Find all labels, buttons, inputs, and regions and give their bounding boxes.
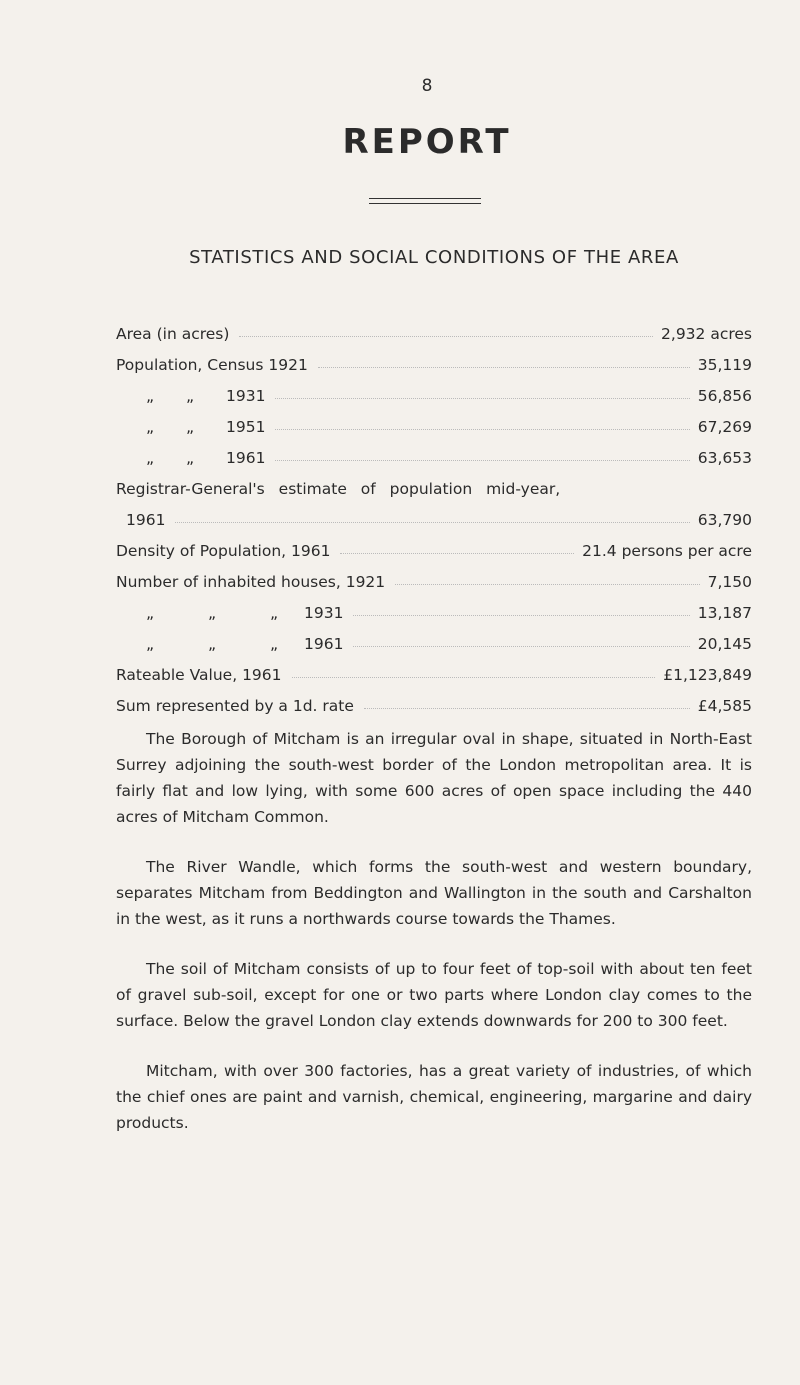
stat-label: Density of Population, 1961 <box>116 542 331 560</box>
ditto-mark: „ <box>146 635 155 653</box>
stat-value: 21.4 persons per acre <box>582 542 752 560</box>
stat-label <box>116 449 265 467</box>
stat-value: 63,653 <box>697 449 752 467</box>
stat-row-population-1951 <box>116 405 752 436</box>
stat-label: Area (in acres) <box>116 325 230 343</box>
stat-label: Number of inhabited houses, 1921 <box>116 573 386 591</box>
ditto-mark: „ <box>146 449 155 467</box>
stat-row-density <box>116 529 752 560</box>
stat-value: 20,145 <box>697 635 752 653</box>
stat-row-area <box>116 312 752 343</box>
stat-row-rateable-value <box>116 653 752 684</box>
stat-value: £1,123,849 <box>663 666 752 684</box>
stat-label: 1961 <box>126 511 166 529</box>
title-rule-top <box>369 198 481 199</box>
leader-dots <box>353 615 689 616</box>
title-rule-bottom <box>369 203 481 204</box>
stat-year: 1951 <box>226 418 266 436</box>
stat-row-population-1961 <box>116 436 752 467</box>
body-text <box>116 726 752 1160</box>
ditto-mark: „ <box>146 604 155 622</box>
leader-dots <box>318 367 690 368</box>
stat-row-population-1921 <box>116 343 752 374</box>
stat-value: 13,187 <box>697 604 752 622</box>
ditto-mark: „ <box>208 604 217 622</box>
stat-row-estimate <box>116 498 752 529</box>
paragraph-soil: The soil of Mitcham consists of up to four feet of top-soil with about ten feet of gravel sub-soil, except for one or two parts where London clay comes to the surface. Below the gravel London clay extends downwards for 200 to 300 feet. <box>116 960 752 1030</box>
ditto-mark: „ <box>146 387 155 405</box>
stat-row-penny-rate <box>116 684 752 715</box>
leader-dots <box>353 646 689 647</box>
stat-row-houses-1931 <box>116 591 752 622</box>
page-title: REPORT <box>342 122 512 162</box>
stat-value: 35,119 <box>697 356 752 374</box>
stat-value: 2,932 acres <box>661 325 752 343</box>
stat-year: 1961 <box>226 449 266 467</box>
leader-dots <box>275 398 689 399</box>
paragraph-river: The River Wandle, which forms the south-west and western boundary, separates Mitcham from Beddington and Wallington in the south and Carshalton in the west, as it runs a northwards course towards the Thames. <box>116 858 752 928</box>
stat-value: £4,585 <box>697 697 752 715</box>
ditto-mark: „ <box>186 387 195 405</box>
statistics-table <box>116 312 752 715</box>
stat-label <box>116 635 343 653</box>
stat-row-estimate-line1 <box>116 467 752 498</box>
leader-dots <box>395 584 699 585</box>
leader-dots <box>340 553 574 554</box>
stat-label <box>116 387 265 405</box>
ditto-mark: „ <box>186 418 195 436</box>
stat-label: Registrar-General's estimate of population mid-year, <box>116 480 561 498</box>
leader-dots <box>292 677 656 678</box>
paragraph-location: The Borough of Mitcham is an irregular oval in shape, situated in North-East Surrey adjoining the south-west border of the London metropolitan area. It is fairly flat and low lying, with some 600 acres of open space including the 440 acres of Mitcham Common. <box>116 730 752 826</box>
stat-label: Sum represented by a 1d. rate <box>116 697 354 715</box>
ditto-mark: „ <box>270 635 279 653</box>
paragraph-industries: Mitcham, with over 300 factories, has a great variety of industries, of which the chief ones are paint and varnish, chemical, engineering, margarine and dairy products. <box>116 1062 752 1132</box>
leader-dots <box>239 336 653 337</box>
stat-label <box>116 604 343 622</box>
stat-row-houses-1961 <box>116 622 752 653</box>
section-heading: STATISTICS AND SOCIAL CONDITIONS OF THE AREA <box>189 247 679 268</box>
stat-label <box>116 418 265 436</box>
ditto-mark: „ <box>146 418 155 436</box>
stat-label: Population, Census 1921 <box>116 356 308 374</box>
stat-year: 1931 <box>226 387 266 405</box>
leader-dots <box>275 429 689 430</box>
ditto-mark: „ <box>208 635 217 653</box>
stat-year: 1961 <box>304 635 344 653</box>
stat-value: 67,269 <box>697 418 752 436</box>
ditto-mark: „ <box>186 449 195 467</box>
page-number: 8 <box>421 76 433 96</box>
stat-value: 63,790 <box>697 511 752 529</box>
stat-row-houses-1921 <box>116 560 752 591</box>
ditto-mark: „ <box>270 604 279 622</box>
stat-value: 56,856 <box>697 387 752 405</box>
leader-dots <box>364 708 690 709</box>
leader-dots <box>175 522 689 523</box>
stat-label: Rateable Value, 1961 <box>116 666 282 684</box>
stat-value: 7,150 <box>707 573 752 591</box>
stat-year: 1931 <box>304 604 344 622</box>
stat-row-population-1931 <box>116 374 752 405</box>
leader-dots <box>275 460 689 461</box>
